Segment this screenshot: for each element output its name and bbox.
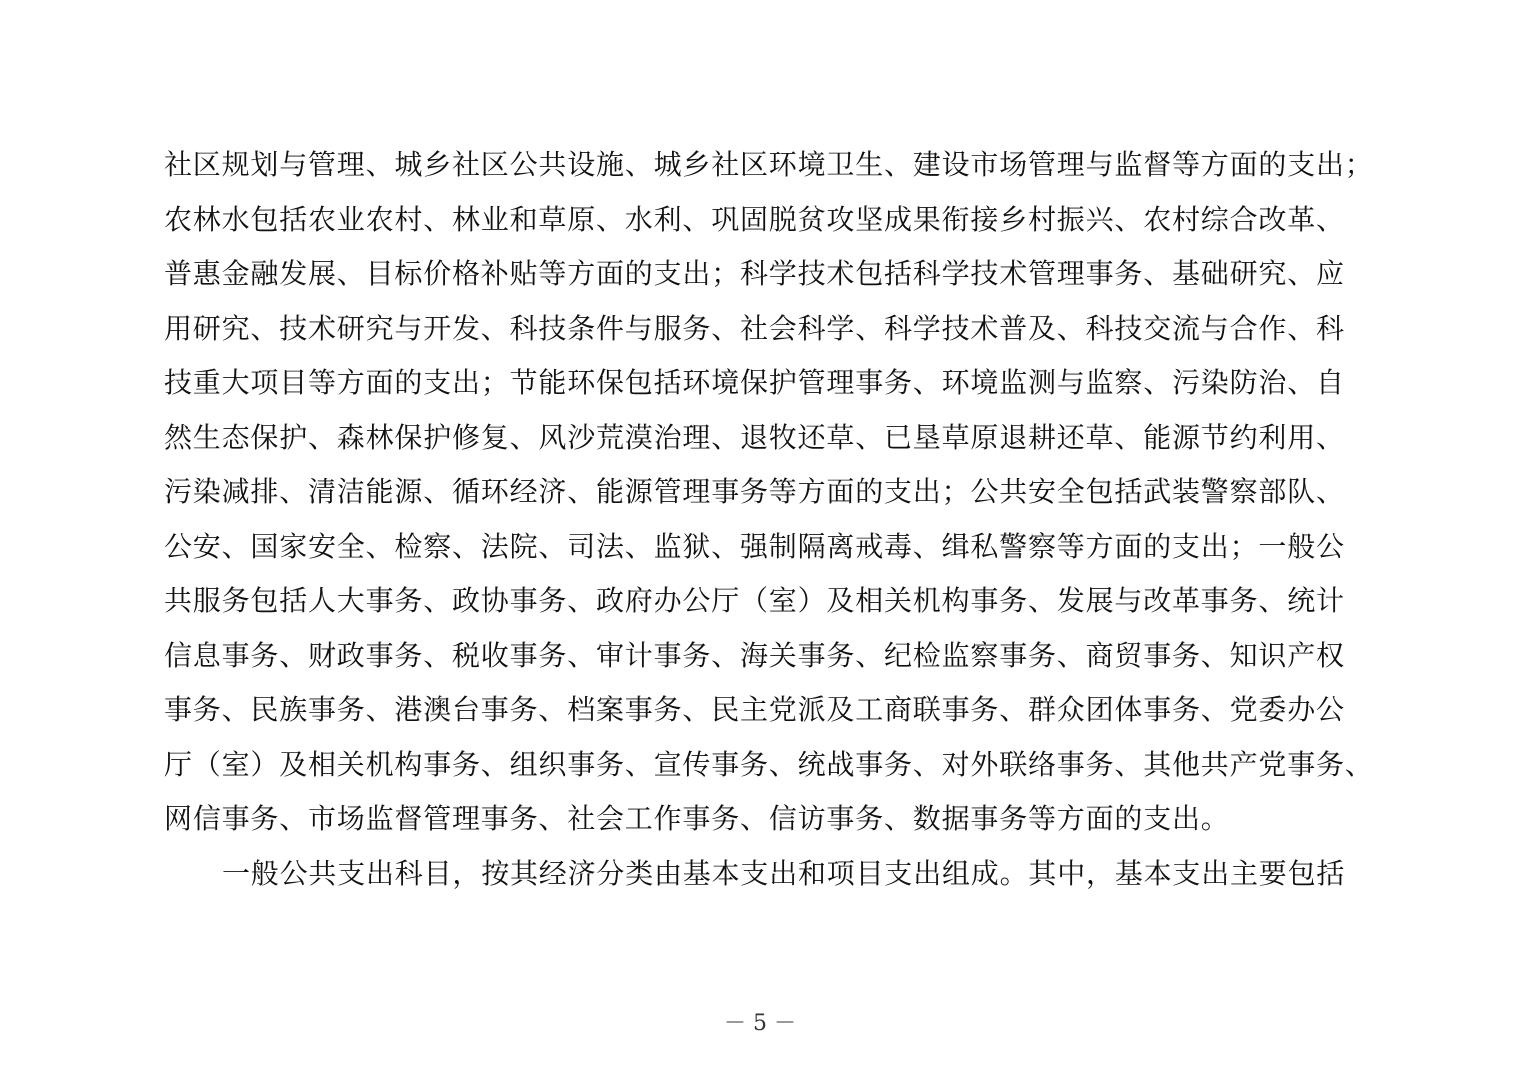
body-text <box>164 138 1374 901</box>
text-line: 信息事务、财政事务、税收事务、审计事务、海关事务、纪检监察事务、商贸事务、知识产权 <box>164 638 1345 672</box>
text-line: 污染减排、清洁能源、循环经济、能源管理事务等方面的支出；公共安全包括武装警察部队、 <box>164 475 1345 508</box>
text-line: 然生态保护、森林保护修复、风沙荒漠治理、退牧还草、已垦草原退耕还草、能源节约利用、 <box>164 420 1345 454</box>
text-line: 社区规划与管理、城乡社区公共设施、城乡社区环境卫生、建设市场管理与监督等方面的支出； <box>164 148 1374 181</box>
text-line: 厅（室）及相关机构事务、组织事务、宣传事务、统战事务、对外联络事务、其他共产党事务、 <box>164 747 1374 781</box>
text-line: 技重大项目等方面的支出；节能环保包括环境保护管理事务、环境监测与监察、污染防治、自 <box>164 366 1345 399</box>
text-line: 共服务包括人大事务、政协事务、政府办公厅（室）及相关机构事务、发展与改革事务、统计 <box>164 584 1345 617</box>
paragraph-start-line: 一般公共支出科目，按其经济分类由基本支出和项目支出组成。其中，基本支出主要包括 <box>222 856 1346 890</box>
text-line: 网信事务、市场监督管理事务、社会工作事务、信访事务、数据事务等方面的支出。 <box>164 802 1230 835</box>
text-line: 用研究、技术研究与开发、科技条件与服务、社会科学、科学技术普及、科技交流与合作、科 <box>164 311 1345 345</box>
text-line: 普惠金融发展、目标价格补贴等方面的支出；科学技术包括科学技术管理事务、基础研究、应 <box>164 257 1345 290</box>
text-line: 事务、民族事务、港澳台事务、档案事务、民主党派及工商联事务、群众团体事务、党委办公 <box>164 693 1345 726</box>
text-line: 公安、国家安全、检察、法院、司法、监狱、强制隔离戒毒、缉私警察等方面的支出；一般公 <box>164 529 1345 563</box>
text-line: 农林水包括农业农村、林业和草原、水利、巩固脱贫攻坚成果衔接乡村振兴、农村综合改革、 <box>164 202 1345 236</box>
page-number: － 5 － <box>724 1011 796 1036</box>
